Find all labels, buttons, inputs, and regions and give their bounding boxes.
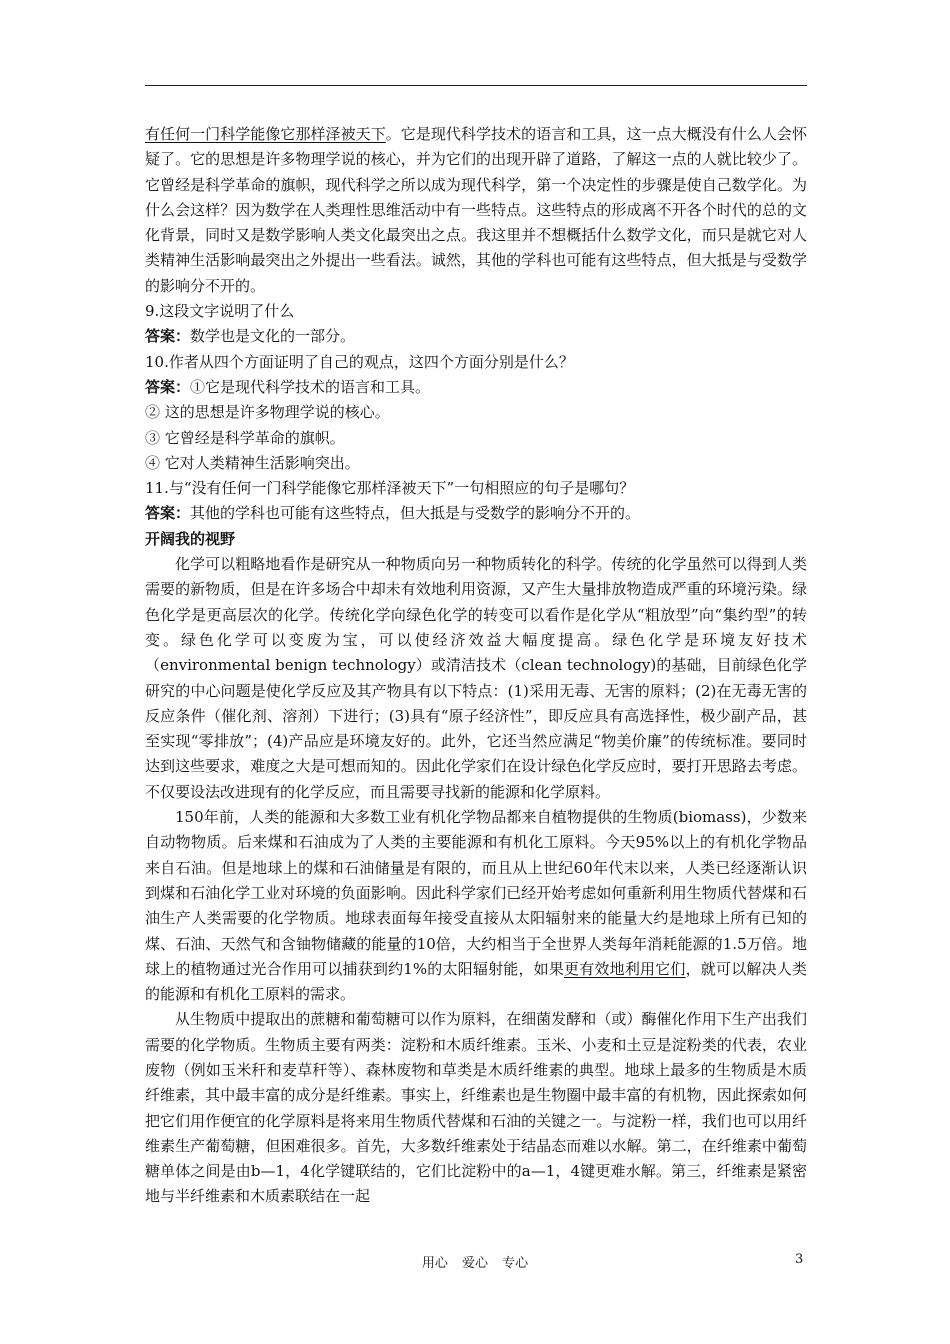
underlined-phrase: 有任何一门科学能像它那样泽被天下 [145, 125, 386, 143]
answer-10 [145, 375, 807, 400]
passage-text: 。它是现代科学技术的语言和工具，这一点大概没有什么人会怀疑了。它的思想是许多物理学说的核心，并为它们的出现开辟了道路，了解这一点的人就比较少了。它曾经是科学革命的旗帜，现代科学之所以成为现代科学，第一个决定性的步骤是使自己数学化。为什么会这样？因为数学在人类理性思维活动中有一些特点。这些特点的形成离不开各个时代的总的文化背景，同时又是数学影响人类文化最突出之点。我这里并不想概括什么数学文化，而只是就它对人类精神生活影响最突出之外提出一些看法。诚然，其他的学科也可能有这些特点，但大抵是与受数学的影响分不开的。 [145, 125, 807, 295]
answer-label: 答案： [145, 504, 191, 523]
reading-paragraph-2 [145, 805, 807, 1007]
reading-paragraph-1: 化学可以粗略地看作是研究从一种物质向另一种物质转化的科学。传统的化学虽然可以得到人类需要的新物质，但是在许多场合中却未有效地利用资源，又产生大量排放物造成严重的环境污染。绿色化学是更高层次的化学。传统化学向绿色化学的转变可以看作是化学从“粗放型”向“集约型”的转变。绿色化学可以变废为宝，可以使经济效益大幅度提高。绿色化学是环境友好技术（environmental benign technology）或清洁技术（clean technology)的基础，目前绿色化学研究的中心问题是使化学反应及其产物具有以下特点：(1)采用无毒、无害的原料；(2)在无毒无害的反应条件（催化剂、溶剂）下进行；(3)具有“原子经济性”，即反应具有高选择性，极少副产品，甚至实现“零排放”；(4)产品应是环境友好的。此外，它还当然应满足“物美价廉”的传统标准。要同时达到这些要求，难度之大是可想而知的。因此化学家们在设计绿色化学反应时，要打开思路去考虑。不仅要设法改进现有的化学反应，而且需要寻找新的能源和化学原料。 [145, 555, 807, 801]
answer-10-point-2: ② 这的思想是许多物理学说的核心。 [145, 403, 390, 422]
answer-11 [145, 501, 807, 526]
answer-10-point-3: ③ 它曾经是科学革命的旗帜。 [145, 428, 345, 447]
underlined-phrase: 更有效地利用它们 [564, 959, 686, 978]
paragraph-text: ，就可以解决人类的能源和有机化工原料的需求。 [145, 959, 807, 1004]
answer-text: ①它是现代科学技术的语言和工具。 [190, 377, 431, 396]
reading-paragraph-3: 从生物质中提取出的蔗糖和葡萄糖可以作为原料，在细菌发酵和（或）酶催化作用下生产出我们需要的化学物质。生物质主要有两类：淀粉和木质纤维素。玉米、小麦和土豆是淀粉类的代表，农业废物（例如玉米秆和麦草秆等）、森林废物和草类是木质纤维素的典型。地球上最多的生物质是木质纤维素，其中最丰富的成分是纤维素。事实上，纤维素也是生物圈中最丰富的有机物，因此探索如何把它们用作便宜的化学原料是将来用生物质代替煤和石油的关键之一。与淀粉一样，我们也可以用纤维素生产葡萄糖，但困难很多。首先，大多数纤维素处于结晶态而难以水解。第二，在纤维素中葡萄糖单体之间是由b—1，4化学键联结的，它们比淀粉中的a—1，4键更难水解。第三，纤维素是紧密地与半纤维素和木质素联结在一起 [145, 1010, 807, 1206]
paragraph-text: 150年前，人类的能源和大多数工业有机化学物品都来自植物提供的生物质(biomass)，少数来自动物物质。后来煤和石油成为了人类的主要能源和有机化工原料。今天95%以上的有机化学物品来自石油。但是地球上的煤和石油储量是有限的，而且从上世纪60年代末以来，人类已经逐渐认识到煤和石油化学工业对环境的负面影响。因此科学家们已经开始考虑如何重新利用生物质代替煤和石油生产人类需要的化学物质。地球表面每年接受直接从太阳辐射来的能量大约是地球上所有已知的煤、石油、天然气和含铀物储藏的能量的10倍，大约相当于全世界人类每年消耗能源的1.5万倍。地球上的植物通过光合作用可以捕获到约1%的太阳辐射能，如果 [145, 808, 807, 978]
page-footer [0, 1252, 950, 1272]
section-title: 开阔我的视野 [145, 529, 236, 548]
answer-9 [145, 324, 807, 349]
passage-paragraph [145, 122, 807, 299]
answer-text: 其他的学科也可能有这些特点，但大抵是与受数学的影响分不开的。 [190, 504, 641, 523]
answer-label: 答案： [145, 327, 191, 346]
footer-text: 用心 爱心 专心 [421, 1256, 529, 1271]
question-11: 11.与“没有任何一门科学能像它那样泽被天下”一句相照应的句子是哪句？ [145, 479, 635, 498]
question-10: 10.作者从四个方面证明了自己的观点，这四个方面分别是什么？ [145, 352, 574, 371]
document-body [145, 122, 807, 1210]
question-9: 9.这段文字说明了什么 [145, 302, 295, 321]
page-number: 3 [795, 1252, 804, 1267]
header-rule [145, 85, 807, 86]
answer-10-point-4: ④ 它对人类精神生活影响突出。 [145, 453, 360, 472]
answer-text: 数学也是文化的一部分。 [190, 327, 356, 346]
answer-label: 答案： [145, 377, 191, 396]
